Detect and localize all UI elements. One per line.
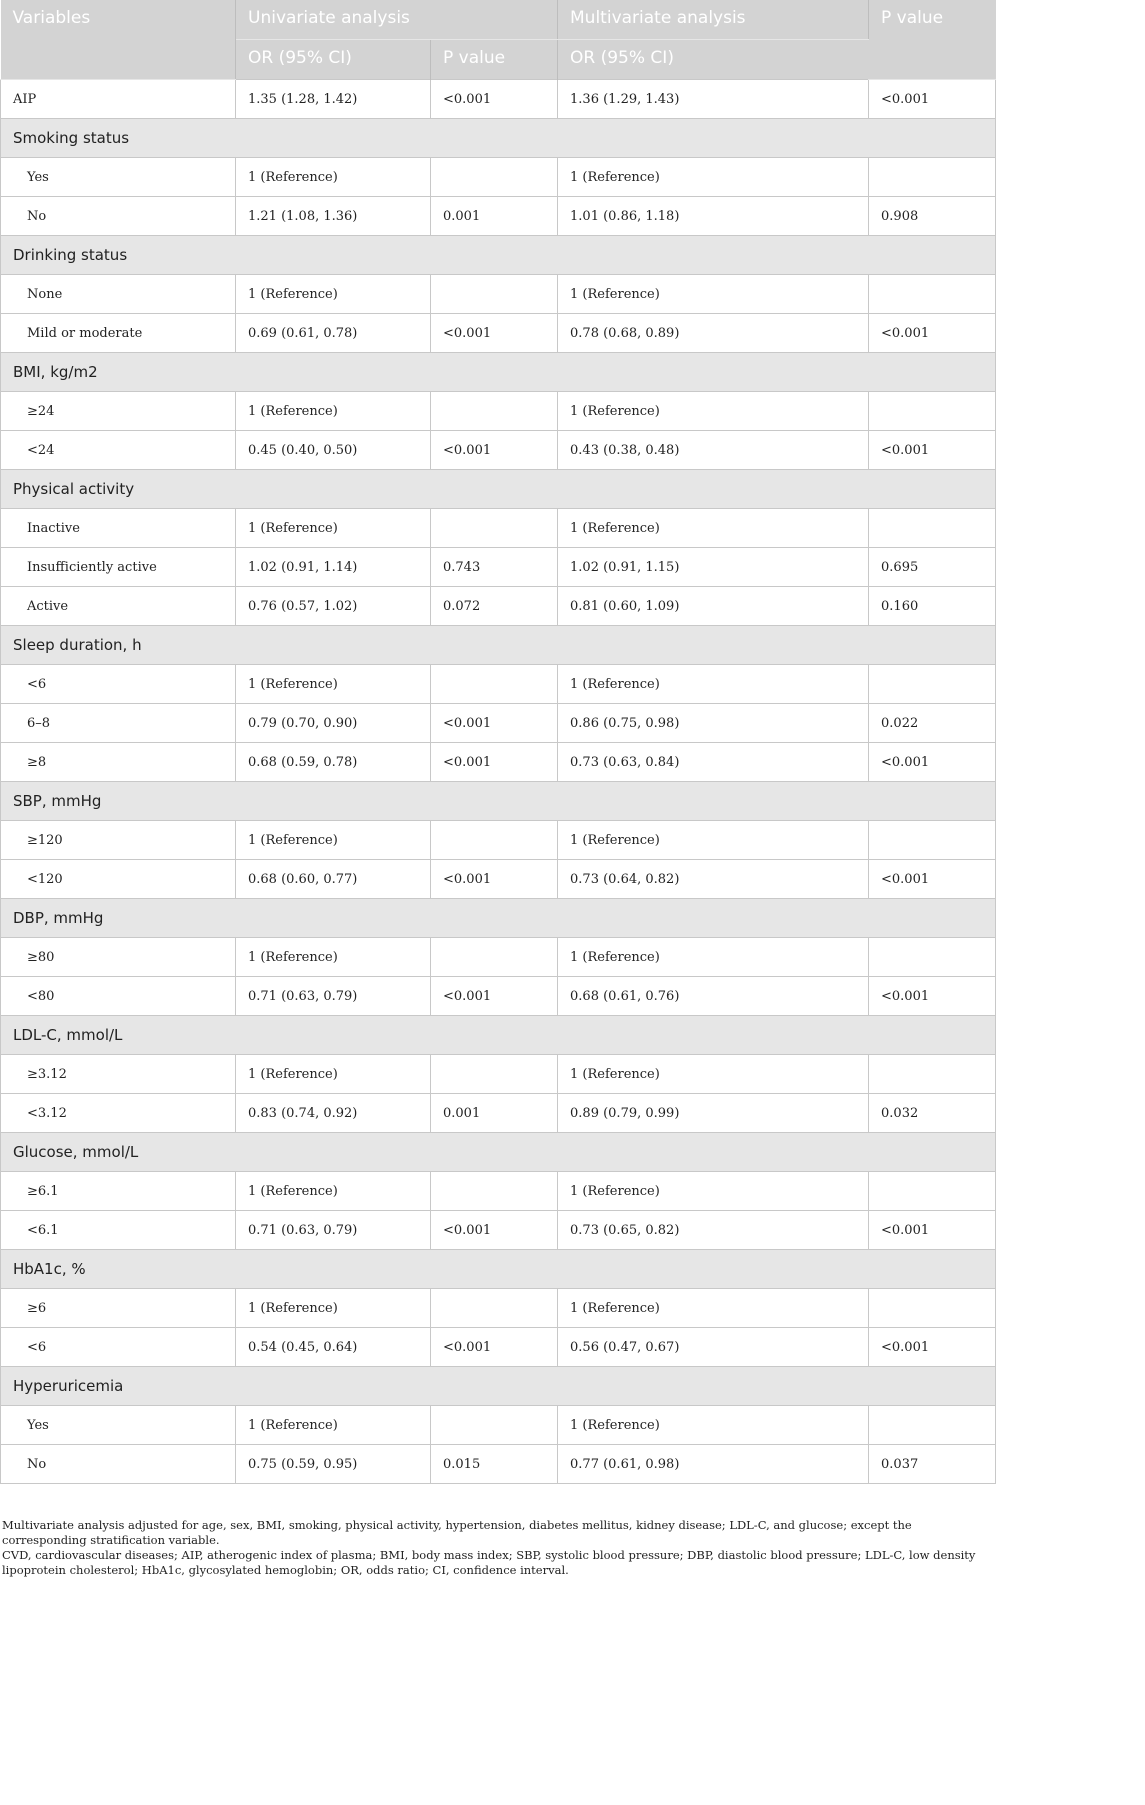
group-header-row	[1, 1133, 996, 1172]
variable-cell: ≥24	[1, 392, 236, 431]
univariate-p-cell	[431, 509, 558, 548]
table-row	[1, 1211, 996, 1250]
variable-cell: No	[1, 1445, 236, 1484]
univariate-p-cell	[431, 1172, 558, 1211]
univariate-or-cell: 1 (Reference)	[236, 1406, 431, 1445]
univariate-p-cell: 0.743	[431, 548, 558, 587]
group-header-row	[1, 899, 996, 938]
univariate-p-cell	[431, 275, 558, 314]
univariate-p-cell	[431, 1406, 558, 1445]
univariate-or-cell: 0.79 (0.70, 0.90)	[236, 704, 431, 743]
multivariate-p-cell	[869, 1172, 996, 1211]
univariate-or-cell: 1.35 (1.28, 1.42)	[236, 80, 431, 119]
univariate-p-cell	[431, 392, 558, 431]
table-row	[1, 1406, 996, 1445]
univariate-p-cell: <0.001	[431, 80, 558, 119]
univariate-p-cell: <0.001	[431, 314, 558, 353]
multivariate-or-cell: 1 (Reference)	[558, 275, 869, 314]
multivariate-p-cell	[869, 938, 996, 977]
table-row	[1, 860, 996, 899]
variable-cell: Mild or moderate	[1, 314, 236, 353]
variable-cell: Yes	[1, 1406, 236, 1445]
univariate-p-cell: <0.001	[431, 1328, 558, 1367]
multivariate-p-cell: 0.032	[869, 1094, 996, 1133]
table-row	[1, 1094, 996, 1133]
multivariate-or-cell: 1 (Reference)	[558, 938, 869, 977]
multivariate-p-cell: 0.037	[869, 1445, 996, 1484]
table-row	[1, 431, 996, 470]
univariate-p-cell: <0.001	[431, 1211, 558, 1250]
univariate-or-cell: 1 (Reference)	[236, 1289, 431, 1328]
group-label: DBP, mmHg	[1, 899, 996, 938]
univariate-or-cell: 0.69 (0.61, 0.78)	[236, 314, 431, 353]
univariate-p-cell	[431, 665, 558, 704]
header-p-value: P value	[869, 0, 996, 80]
univariate-or-cell: 0.71 (0.63, 0.79)	[236, 977, 431, 1016]
variable-cell: Inactive	[1, 509, 236, 548]
univariate-p-cell: <0.001	[431, 704, 558, 743]
multivariate-or-cell: 0.77 (0.61, 0.98)	[558, 1445, 869, 1484]
multivariate-p-cell: <0.001	[869, 743, 996, 782]
univariate-or-cell: 1 (Reference)	[236, 1055, 431, 1094]
multivariate-or-cell: 0.78 (0.68, 0.89)	[558, 314, 869, 353]
footnote-abbreviations: CVD, cardiovascular diseases; AIP, atherogenic index of plasma; BMI, body mass index; SBP, systolic blood pressure; DBP, diastolic blood pressure; LDL-C, low density lipoprotein cholesterol; HbA1c, glycosylated hemoglobin; OR, odds ratio; CI, confidence interval.	[2, 1548, 976, 1577]
group-header-row	[1, 236, 996, 275]
group-label: Glucose, mmol/L	[1, 1133, 996, 1172]
table-row	[1, 314, 996, 353]
multivariate-p-cell: 0.908	[869, 197, 996, 236]
header-uni-p-value: P value	[431, 40, 558, 80]
variable-cell: <24	[1, 431, 236, 470]
univariate-p-cell: <0.001	[431, 743, 558, 782]
header-uni-or-ci: OR (95% CI)	[236, 40, 431, 80]
variable-cell: AIP	[1, 80, 236, 119]
group-header-row	[1, 782, 996, 821]
group-header-row	[1, 1016, 996, 1055]
header-univariate: Univariate analysis	[236, 0, 558, 40]
table-row	[1, 392, 996, 431]
group-label: HbA1c, %	[1, 1250, 996, 1289]
group-header-row	[1, 353, 996, 392]
multivariate-or-cell: 1.01 (0.86, 1.18)	[558, 197, 869, 236]
multivariate-or-cell: 0.73 (0.64, 0.82)	[558, 860, 869, 899]
multivariate-p-cell	[869, 665, 996, 704]
multivariate-p-cell	[869, 509, 996, 548]
variable-cell: <6	[1, 665, 236, 704]
table-row	[1, 1055, 996, 1094]
variable-cell: ≥6.1	[1, 1172, 236, 1211]
univariate-or-cell: 0.45 (0.40, 0.50)	[236, 431, 431, 470]
multivariate-or-cell: 1 (Reference)	[558, 665, 869, 704]
multivariate-p-cell	[869, 158, 996, 197]
variable-cell: No	[1, 197, 236, 236]
univariate-p-cell: 0.015	[431, 1445, 558, 1484]
multivariate-p-cell	[869, 821, 996, 860]
univariate-or-cell: 1.21 (1.08, 1.36)	[236, 197, 431, 236]
multivariate-p-cell: 0.695	[869, 548, 996, 587]
table-row	[1, 587, 996, 626]
table-row	[1, 158, 996, 197]
table-row	[1, 275, 996, 314]
univariate-or-cell: 1 (Reference)	[236, 665, 431, 704]
multivariate-or-cell: 1 (Reference)	[558, 1055, 869, 1094]
variable-cell: <80	[1, 977, 236, 1016]
table-row	[1, 1172, 996, 1211]
univariate-or-cell: 0.75 (0.59, 0.95)	[236, 1445, 431, 1484]
group-label: Sleep duration, h	[1, 626, 996, 665]
variable-cell: None	[1, 275, 236, 314]
group-header-row	[1, 470, 996, 509]
univariate-p-cell	[431, 938, 558, 977]
multivariate-or-cell: 0.73 (0.63, 0.84)	[558, 743, 869, 782]
multivariate-or-cell: 1.36 (1.29, 1.43)	[558, 80, 869, 119]
variable-cell: ≥8	[1, 743, 236, 782]
group-label: LDL-C, mmol/L	[1, 1016, 996, 1055]
variable-cell: ≥3.12	[1, 1055, 236, 1094]
variable-cell: Yes	[1, 158, 236, 197]
multivariate-or-cell: 1 (Reference)	[558, 509, 869, 548]
multivariate-or-cell: 0.68 (0.61, 0.76)	[558, 977, 869, 1016]
multivariate-p-cell: 0.160	[869, 587, 996, 626]
table-row	[1, 1289, 996, 1328]
multivariate-or-cell: 0.56 (0.47, 0.67)	[558, 1328, 869, 1367]
univariate-p-cell: 0.001	[431, 197, 558, 236]
univariate-p-cell	[431, 821, 558, 860]
univariate-or-cell: 1 (Reference)	[236, 275, 431, 314]
group-label: Hyperuricemia	[1, 1367, 996, 1406]
table-row	[1, 977, 996, 1016]
table-footnote	[2, 1518, 994, 1578]
multivariate-or-cell: 1 (Reference)	[558, 158, 869, 197]
multivariate-or-cell: 1 (Reference)	[558, 1172, 869, 1211]
table-row	[1, 1328, 996, 1367]
header-multivariate: Multivariate analysis	[558, 0, 869, 40]
variable-cell: ≥80	[1, 938, 236, 977]
univariate-or-cell: 1 (Reference)	[236, 821, 431, 860]
table-row	[1, 821, 996, 860]
table-row	[1, 665, 996, 704]
multivariate-p-cell: <0.001	[869, 1211, 996, 1250]
variable-cell: 6–8	[1, 704, 236, 743]
group-header-row	[1, 1367, 996, 1406]
multivariate-or-cell: 0.86 (0.75, 0.98)	[558, 704, 869, 743]
group-label: BMI, kg/m2	[1, 353, 996, 392]
univariate-or-cell: 1 (Reference)	[236, 158, 431, 197]
multivariate-or-cell: 0.89 (0.79, 0.99)	[558, 1094, 869, 1133]
group-header-row	[1, 119, 996, 158]
group-label: Smoking status	[1, 119, 996, 158]
table-row	[1, 704, 996, 743]
variable-cell: <120	[1, 860, 236, 899]
variable-cell: ≥6	[1, 1289, 236, 1328]
multivariate-or-cell: 0.81 (0.60, 1.09)	[558, 587, 869, 626]
multivariate-p-cell	[869, 392, 996, 431]
group-label: SBP, mmHg	[1, 782, 996, 821]
table-row	[1, 548, 996, 587]
univariate-p-cell: 0.001	[431, 1094, 558, 1133]
variable-cell: <6	[1, 1328, 236, 1367]
multivariate-p-cell: <0.001	[869, 1328, 996, 1367]
multivariate-p-cell: <0.001	[869, 80, 996, 119]
multivariate-p-cell: 0.022	[869, 704, 996, 743]
header-multi-or-ci: OR (95% CI)	[558, 40, 869, 80]
table-row	[1, 938, 996, 977]
multivariate-p-cell: <0.001	[869, 860, 996, 899]
multivariate-or-cell: 0.73 (0.65, 0.82)	[558, 1211, 869, 1250]
variable-cell: <3.12	[1, 1094, 236, 1133]
table-row	[1, 80, 996, 119]
univariate-p-cell: <0.001	[431, 431, 558, 470]
univariate-or-cell: 1 (Reference)	[236, 509, 431, 548]
multivariate-p-cell	[869, 1055, 996, 1094]
univariate-or-cell: 1.02 (0.91, 1.14)	[236, 548, 431, 587]
univariate-p-cell: 0.072	[431, 587, 558, 626]
multivariate-or-cell: 1 (Reference)	[558, 392, 869, 431]
table-row	[1, 743, 996, 782]
header-variables: Variables	[1, 0, 236, 80]
multivariate-or-cell: 1 (Reference)	[558, 1289, 869, 1328]
univariate-p-cell	[431, 1055, 558, 1094]
univariate-or-cell: 0.54 (0.45, 0.64)	[236, 1328, 431, 1367]
univariate-p-cell	[431, 1289, 558, 1328]
univariate-or-cell: 1 (Reference)	[236, 1172, 431, 1211]
variable-cell: Active	[1, 587, 236, 626]
univariate-or-cell: 0.71 (0.63, 0.79)	[236, 1211, 431, 1250]
multivariate-p-cell	[869, 1406, 996, 1445]
variable-cell: ≥120	[1, 821, 236, 860]
table-body	[1, 80, 996, 1484]
multivariate-or-cell: 1 (Reference)	[558, 1406, 869, 1445]
univariate-or-cell: 1 (Reference)	[236, 392, 431, 431]
multivariate-or-cell: 0.43 (0.38, 0.48)	[558, 431, 869, 470]
univariate-or-cell: 1 (Reference)	[236, 938, 431, 977]
group-label: Drinking status	[1, 236, 996, 275]
multivariate-p-cell: <0.001	[869, 314, 996, 353]
group-header-row	[1, 626, 996, 665]
multivariate-or-cell: 1 (Reference)	[558, 821, 869, 860]
group-header-row	[1, 1250, 996, 1289]
group-label: Physical activity	[1, 470, 996, 509]
univariate-or-cell: 0.76 (0.57, 1.02)	[236, 587, 431, 626]
footnote-adjustment: Multivariate analysis adjusted for age, sex, BMI, smoking, physical activity, hypertension, diabetes mellitus, kidney disease; LDL-C, and glucose; except the corresponding stratification variable.	[2, 1518, 912, 1547]
univariate-p-cell	[431, 158, 558, 197]
univariate-p-cell: <0.001	[431, 860, 558, 899]
multivariate-p-cell: <0.001	[869, 431, 996, 470]
table-row	[1, 1445, 996, 1484]
multivariate-or-cell: 1.02 (0.91, 1.15)	[558, 548, 869, 587]
multivariate-p-cell	[869, 1289, 996, 1328]
univariate-p-cell: <0.001	[431, 977, 558, 1016]
univariate-or-cell: 0.68 (0.59, 0.78)	[236, 743, 431, 782]
table-row	[1, 509, 996, 548]
multivariate-p-cell	[869, 275, 996, 314]
variable-cell: <6.1	[1, 1211, 236, 1250]
univariate-or-cell: 0.68 (0.60, 0.77)	[236, 860, 431, 899]
multivariate-p-cell: <0.001	[869, 977, 996, 1016]
univariate-or-cell: 0.83 (0.74, 0.92)	[236, 1094, 431, 1133]
table-row	[1, 197, 996, 236]
variable-cell: Insufficiently active	[1, 548, 236, 587]
